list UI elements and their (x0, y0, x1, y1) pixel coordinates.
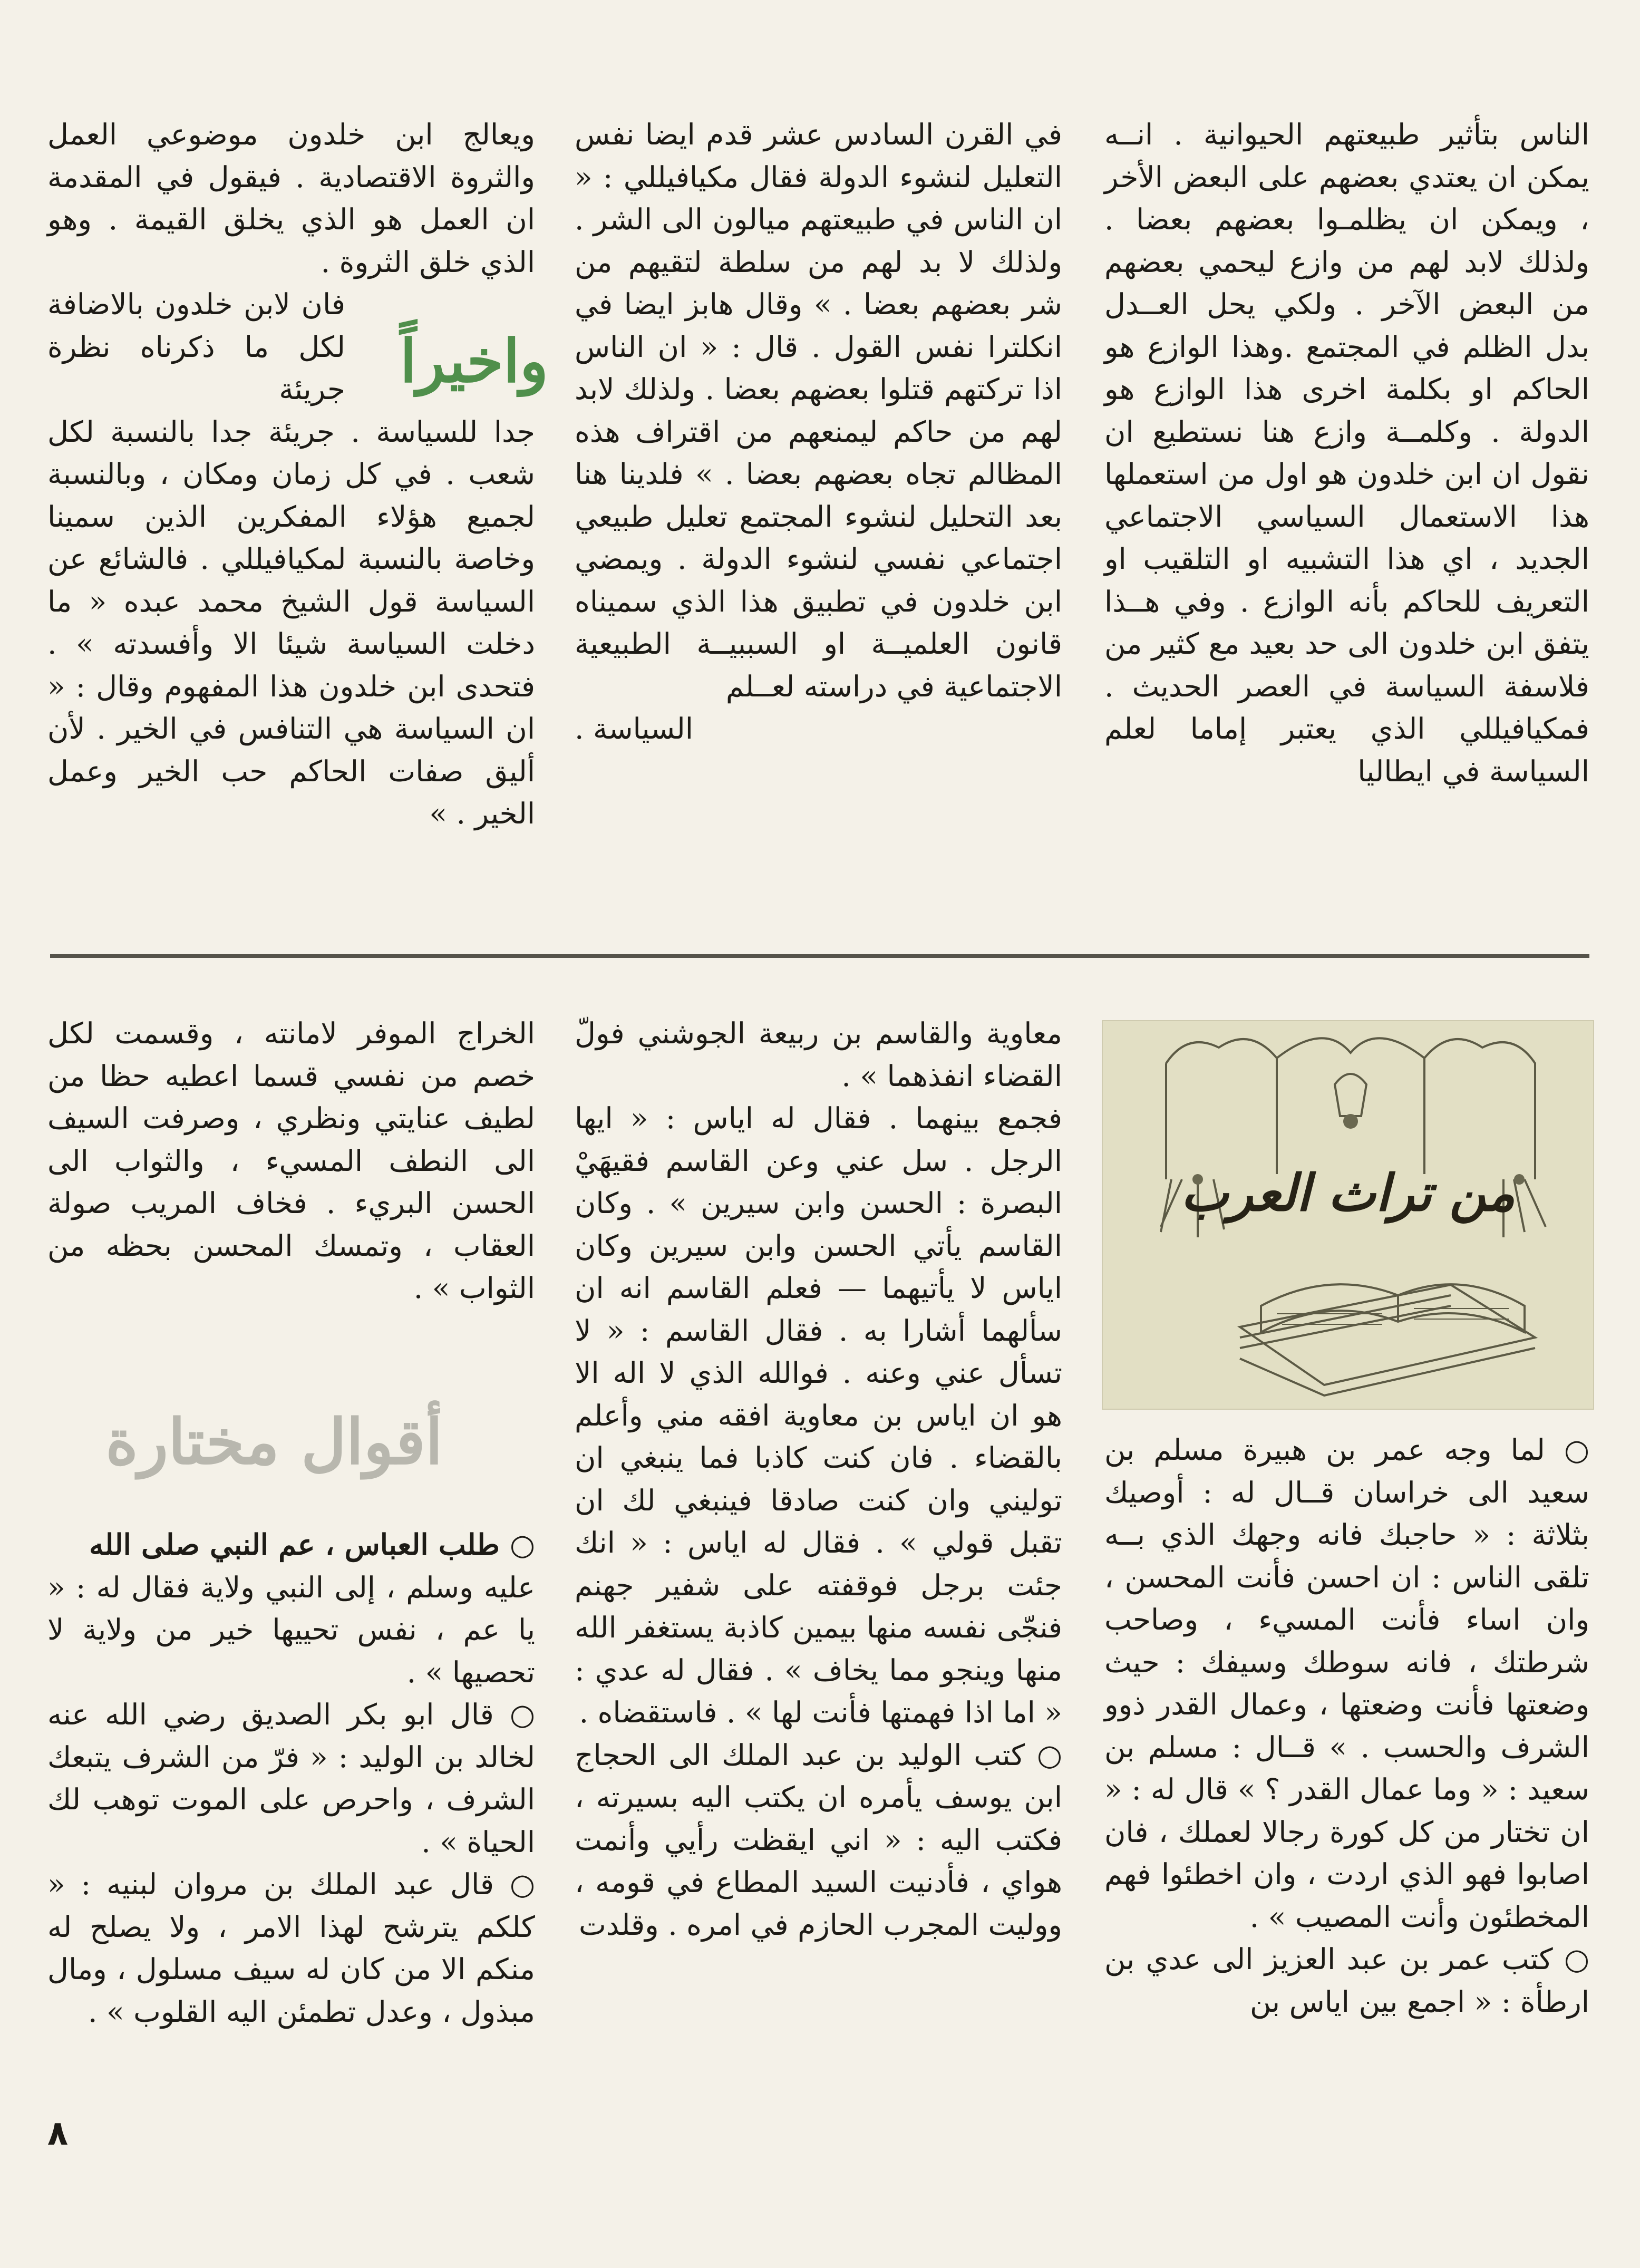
saying-paragraph: عليه وسلم ، إلى النبي ولاية فقال له : « يا عم ، نفس تحييها خير من ولاية لا تحصيها » . (47, 1570, 535, 1689)
article-paragraph: في القرن السادس عشر قدم ايضا نفس التعليل لنشوء الدولة فقال مكيافيللي : « ان الناس في طبيعتهم ميالون الى الشر . ولذلك لا بد لهم من سلطة لتقيهم من شر بعضهم بعضا . » وقال هابز ايضا في انكلترا نفس القول . قال : « ان الناس اذا تركتهم قتلوا بعضهم بعضا . ولذلك لابد لهم من حاكم ليمنعهم من اقتراف هذه المظالم تجاه بعضهم بعضا . » فلدينا هنا بعد التحليل لنشوء المجتمع تعليل طبيعي اجتماعي نفسي لنشوء الدولة . ويمضي ابن خلدون في تطبيق هذا الذي سميناه قانون العلميــة او السببيــة الطبيعية الاجتماعية في دراسته لعــلم (575, 118, 1062, 703)
article-paragraph: ويعالج ابن خلدون موضوعي العمل والثروة الاقتصادية . فيقول في المقدمة ان العمل هو الذي يخلق القيمة . وهو الذي خلق الثروة . (47, 118, 535, 279)
saying-paragraph: ○ قال عبد الملك بن مروان لبنيه : « كلكم يترشح لهذا الامر ، ولا يصلح له منكم الا من كان له سيف مسلول ، ومال مبذول ، وعدل تطمئن اليه القلوب » . (47, 1867, 535, 2029)
article-column-left (47, 113, 535, 835)
article-paragraph: الناس بتأثير طبيعتهم الحيوانية . انــه يمكن ان يعتدي بعضهم على البعض الأخر ، ويمكن ان يظلمـوا بعضهم بعضا . ولذلك لابد لهم من وازع ليحمي بعضهم من البعض الآخر . ولكي يحل العــدل بدل الظلم في المجتمع .وهذا الوازع هو الحاكم او بكلمة اخرى هذا الوازع هو الدولة . وكلمــة وازع هنا نستطيع ان نقول ان ابن خلدون هو اول من استعملها هذا الاستعمال السياسي الاجتماعي الجديد ، اي هذا التشبيه او التلقيب او التعريف للحاكم بأنه الوازع . وفي هــذا يتفق ابن خلدون الى حد بعيد مع كثير من فلاسفة السياسة في العصر الحديث . فمكيافيللي الذي يعتبر إماما لعلم السياسة في ايطاليا (1104, 118, 1589, 788)
article-paragraph-tail: السياسة . (575, 712, 693, 745)
article-column-middle (575, 113, 1062, 750)
anecdote-paragraph: ○ لما وجه عمر بن هبيرة مسلم بن سعيد الى خراسان قــال له : أوصيك بثلاثة : « حاجبك فانه وجهك الذي بــه تلقى الناس : ان احسن فأنت المحسن ، وان اساء فأنت المسيء ، وصاحب شرطتك ، فانه سوطك وسيفك : حيث وضعتها فأنت وضعتها ، وعمال القدر ذوو الشرف والحسب . » قــال : مسلم بن سعيد : « وما عمال القدر ؟ » قال له : « ان تختار من كل كورة رجالا لعملك ، فان اصابوا فهو الذي اردت ، وان اخطئوا فهم المخطئون وأنت المصيب » . (1104, 1433, 1589, 1934)
anecdotes-column-left (47, 1012, 535, 1310)
sayings-column (47, 1524, 535, 2033)
anecdote-paragraph: ○ كتب عمر بن عبد العزيز الى عدي بن ارطأة : « اجمع بين اياس بن (1104, 1942, 1589, 2019)
anecdote-paragraph: معاوية والقاسم بن ربيعة الجوشني فولّ القضاء انفذهما » . (575, 1016, 1062, 1093)
anecdote-paragraph: ○ كتب الوليد بن عبد الملك الى الحجاج ابن يوسف يأمره ان يكتب اليه بسيرته ، فكتب اليه : « اني ايقظت رأيي وأنمت هواي ، فأدنيت السيد المطاع في قومه ، ووليت المجرب الحازم في امره . وقلدت (575, 1738, 1062, 1942)
anecdote-paragraph: الخراج الموفر لامانته ، وقسمت لكل خصم من نفسي قسما اعطيه حظا من لطيف عنايتي ونظري ، وصرفت السيف الى النطف المسيء ، والثواب الى الحسن البريء . فخاف المريب صولة العقاب ، وتمسك المحسن بحظه من الثواب » . (47, 1016, 535, 1305)
saying-lead: ○ طلب العباس ، عم النبي صلى الله (89, 1527, 535, 1562)
anecdotes-column-middle (575, 1012, 1062, 1946)
page-number: ٨ (47, 2114, 69, 2153)
article-paragraph: جدا للسياسة . جريئة جدا بالنسبة لكل شعب . في كل زمان ومكان ، وبالنسبة لجميع هؤلاء المفكرين الذين سمينا وخاصة بالنسبة لمكيافيللي . فالشائع عن السياسة قول الشيخ محمد عبده « ما دخلت السياسة شيئا الا وأفسدته » . فتحدى ابن خلدون هذا المفهوم وقال : « ان السياسة هي التنافس في الخير . لأن أليق صفات الحاكم حب الخير وعمل الخير . » (47, 414, 535, 830)
section-divider (50, 954, 1589, 958)
heritage-illustration-box (1102, 1020, 1594, 1410)
anecdotes-column-right (1104, 1429, 1589, 2023)
article-column-right (1104, 113, 1589, 792)
anecdote-paragraph: فجمع بينهما . فقال له اياس : « ايها الرجل . سل عني وعن القاسم فقيهَيْ البصرة : الحسن وابن سيرين » . وكان القاسم يأتي الحسن وابن سيرين وكان اياس لا يأتيهما — فعلم القاسم انه ان سألهما أشارا به . فقال القاسم : « لا تسأل عني وعنه . فوالله الذي لا اله الا هو ان اياس بن معاوية افقه مني وأعلم بالقضاء . فان كنت كاذبا فما ينبغي ان توليني وان كنت صادقا فينبغي لك ان تقبل قولي » . فقال له اياس : « انك جئت برجل فوقفته على شفير جهنم فنجّى نفسه منها بيمين كاذبة يستغفر الله منها وينجو مما يخاف » . فقال له عدي : « اما اذا فهمتها فأنت لها » . فاستقضاه . (575, 1101, 1062, 1729)
wa-akhiran-heading: واخيراً (400, 327, 548, 396)
heritage-title: من تراث العرب (1181, 1164, 1515, 1223)
selected-sayings-heading: أقوال مختارة (105, 1405, 443, 1478)
article-paragraph-start: فان لابن خلدون بالاضافة لكل ما ذكرناه نظرة جريئة (47, 287, 345, 406)
saying-paragraph: ○ قال ابو بكر الصديق رضي الله عنه لخالد بن الوليد : « فرّ من الشرف يتبعك الشرف ، واحرص على الموت توهب لك الحياة » . (47, 1698, 535, 1859)
